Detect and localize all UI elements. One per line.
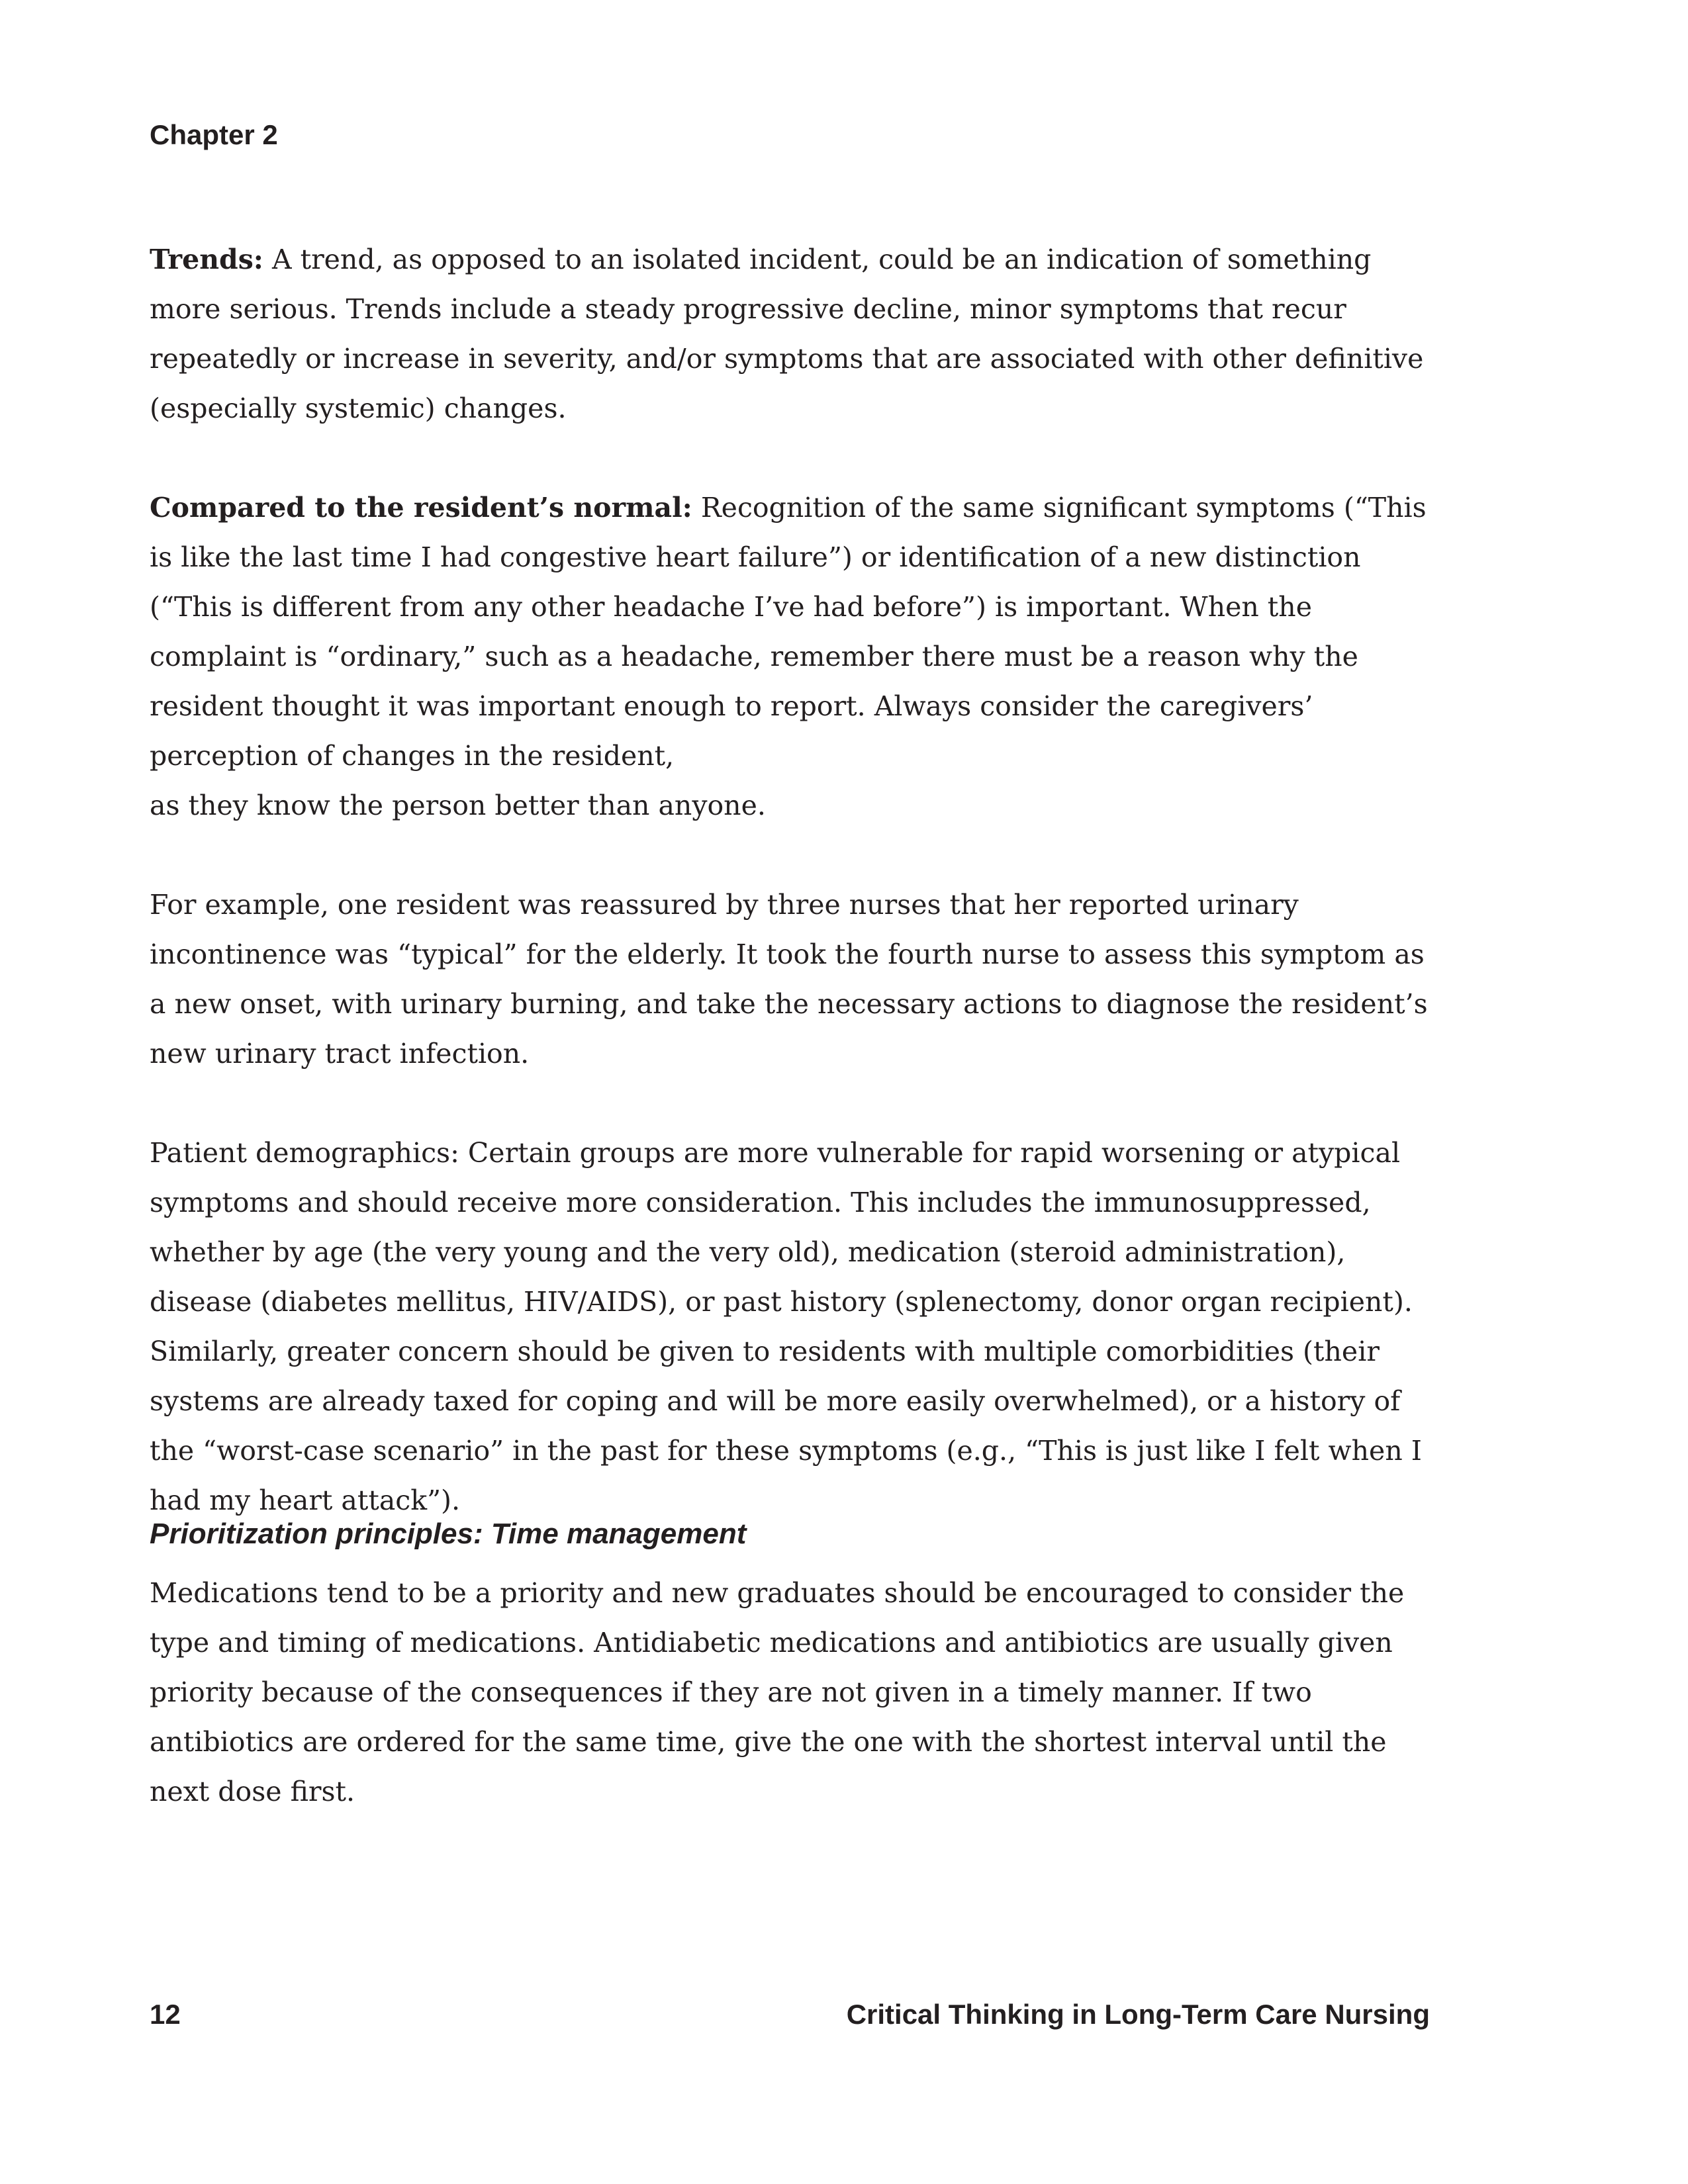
example-paragraph: For example, one resident was reassured by three nurses that her reported urinary incontinence was “typical” for the elderly. It took the fourth nurse to assess this symptom as a new onset, with urinary burning, and take the necessary actions to diagnose the resident’s new urinary tract infection. (150, 889, 1428, 1069)
prioritization-paragraph: Medications tend to be a priority and new graduates should be encouraged to consider the type and timing of medications. Antidiabetic medications and antibiotics are usually given priority because of the consequences if they are not given in a timely manner. If two antibiotics are ordered for the same time, give the one with the shortest interval until the next dose first. (150, 1577, 1405, 1807)
trends-text: A trend, as opposed to an isolated incident, could be an indication of something more serious. Trends include a steady progressive decline, minor symptoms that recur repeatedly or increase in severity, and/or symptoms that are associated with other definitive (especially systemic) changes. (150, 244, 1424, 424)
compared-continuation: as they know the person better than anyone. (150, 790, 766, 821)
trends-label: Trends: (150, 244, 263, 275)
prioritization-heading: Prioritization principles: Time management (150, 1518, 747, 1550)
compared-text: Recognition of the same significant symptoms (“This is like the last time I had congestive heart failure”) or identification of a new distinction (“This is different from any other headache I’ve had before”) is important. When the complaint is “ordinary,” such as a headache, remember there must be a reason why the resident thought it was important enough to report. Always consider the caregivers’ perception of changes in the resident, (150, 492, 1427, 772)
demographics-paragraph: Patient demographics: Certain groups are more vulnerable for rapid worsening or atypical symptoms and should receive more consideration. This includes the immunosuppressed, whether by age (the very young and the very old), medication (steroid administration), disease (diabetes mellitus, HIV/AIDS), or past history (splenectomy, donor organ recipient). Similarly, greater concern should be given to residents with multiple comorbidities (their systems are already taxed for coping and will be more easily overwhelmed), or a history of the “worst-case scenario” in the past for these symptoms (e.g., “This is just like I felt when I had my heart attack”). (150, 1137, 1422, 1516)
compared-paragraph (150, 483, 1447, 831)
chapter-header: Chapter 2 (150, 119, 278, 150)
trends-paragraph (150, 235, 1447, 433)
book-title: Critical Thinking in Long-Term Care Nursing (846, 1999, 1430, 2030)
compared-label: Compared to the resident’s normal: (150, 492, 692, 523)
page-number: 12 (150, 1999, 181, 2030)
